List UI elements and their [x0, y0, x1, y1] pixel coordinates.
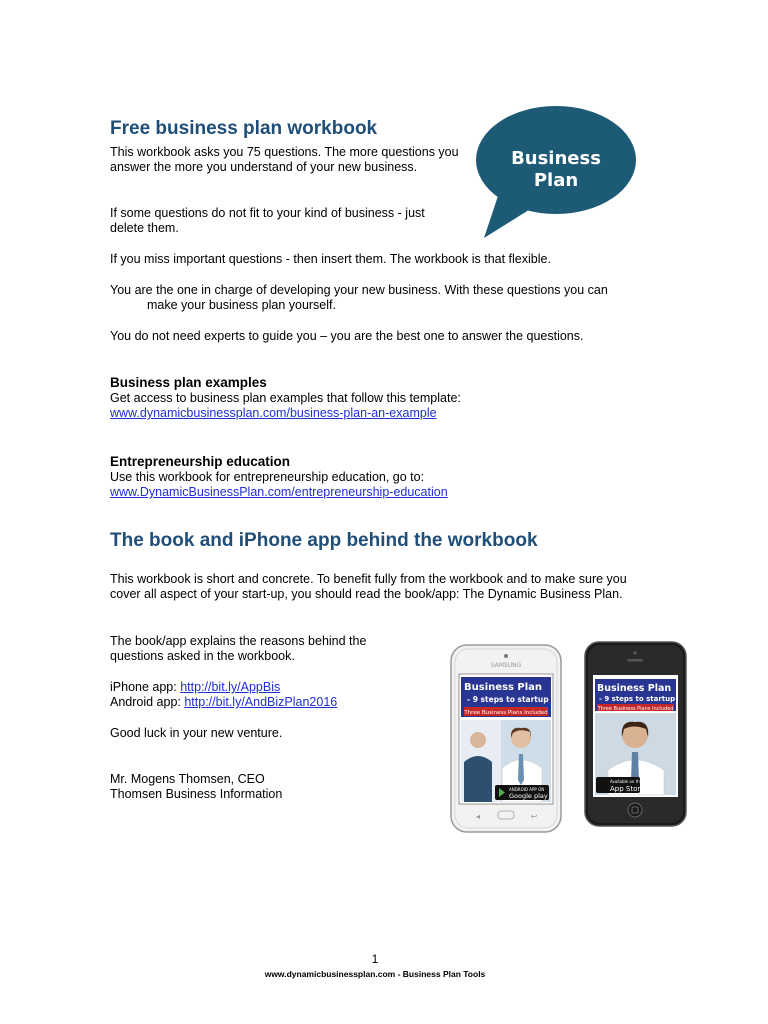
android-screen-title: Business Plan: [464, 682, 543, 693]
examples-heading: Business plan examples: [110, 375, 267, 390]
book-paragraph: [110, 572, 650, 602]
speech-bubble-icon: [470, 100, 640, 240]
android-screen-sub: - 9 steps to startup: [467, 695, 549, 704]
svg-text:↩: ↩: [530, 812, 538, 821]
iphone: [585, 642, 686, 826]
reasons-paragraph: [110, 634, 410, 664]
intro-paragraph: [110, 145, 462, 175]
android-line: [110, 695, 440, 710]
intro-text: This workbook asks you 75 questions. The more questions you answer the more you understand of your new business.: [110, 145, 459, 174]
examples-link[interactable]: www.dynamicbusinessplan.com/business-plan-an-example: [110, 406, 437, 420]
charge-paragraph: [110, 283, 635, 313]
iphone-label: iPhone app:: [110, 680, 181, 694]
business-plan-bubble: [470, 100, 640, 240]
book-text: This workbook is short and concrete. To benefit fully from the workbook and to make sure you cover all aspect of your start-up, you should read the book/app: The Dynamic Business Plan.: [110, 572, 627, 601]
education-text: Use this workbook for entrepreneurship education, go to:: [110, 470, 425, 484]
iphone-screen-title: Business Plan: [597, 683, 672, 694]
education-heading: Entrepreneurship education: [110, 454, 291, 469]
ios-badge-text: App Store: [610, 785, 645, 793]
examples-text: Get access to business plan examples that follow this template:: [110, 391, 461, 405]
signature-company: Thomsen Business Information: [110, 787, 283, 801]
android-badge-text: Google play: [509, 792, 548, 800]
charge-text: You are the one in charge of developing your new business. With these questions you can make your business plan yourself.: [110, 283, 608, 312]
android-label: Android app:: [110, 695, 185, 709]
svg-text:◂: ◂: [475, 812, 481, 821]
page-title: Free business plan workbook: [110, 118, 378, 139]
iphone-line: [110, 680, 440, 695]
experts-paragraph: [110, 329, 600, 344]
ios-badge-small: Available on the: [610, 779, 643, 784]
iphone-link[interactable]: http://bit.ly/AppBis: [180, 680, 281, 694]
iphone-screen-sub: - 9 steps to startup: [599, 695, 676, 703]
signature-name: Mr. Mogens Thomsen, CEO: [110, 772, 265, 786]
android-link[interactable]: http://bit.ly/AndBizPlan2016: [184, 695, 338, 709]
page-number: 1: [371, 952, 379, 966]
android-badge-small: ANDROID APP ON: [509, 787, 545, 792]
experts-text: You do not need experts to guide you – you are the best one to answer the questions.: [110, 329, 584, 343]
android-screen-banner: Three Business Plans Included: [464, 710, 548, 716]
delete-paragraph: [110, 206, 450, 236]
insert-paragraph: [110, 252, 670, 267]
education-link[interactable]: www.DynamicBusinessPlan.com/entrepreneurship-education: [110, 485, 448, 499]
bubble-line1: Business: [511, 148, 601, 169]
delete-text: If some questions do not fit to your kind of business - just delete them.: [110, 206, 425, 235]
footer-text: www.dynamicbusinessplan.com - Business Plan Tools: [264, 969, 486, 979]
android-phone: [451, 645, 561, 832]
reasons-text: The book/app explains the reasons behind the questions asked in the workbook.: [110, 634, 367, 663]
bubble-line2: Plan: [533, 170, 579, 191]
iphone-screen-banner: Three Business Plans Included: [597, 706, 674, 712]
section2-title: The book and iPhone app behind the workbook: [110, 530, 538, 551]
good-luck-text: Good luck in your new venture.: [110, 726, 283, 740]
insert-text: If you miss important questions - then insert them. The workbook is that flexible.: [110, 252, 551, 266]
samsung-brand: SAMSUNG: [490, 662, 522, 669]
phones-illustration: [448, 640, 688, 835]
